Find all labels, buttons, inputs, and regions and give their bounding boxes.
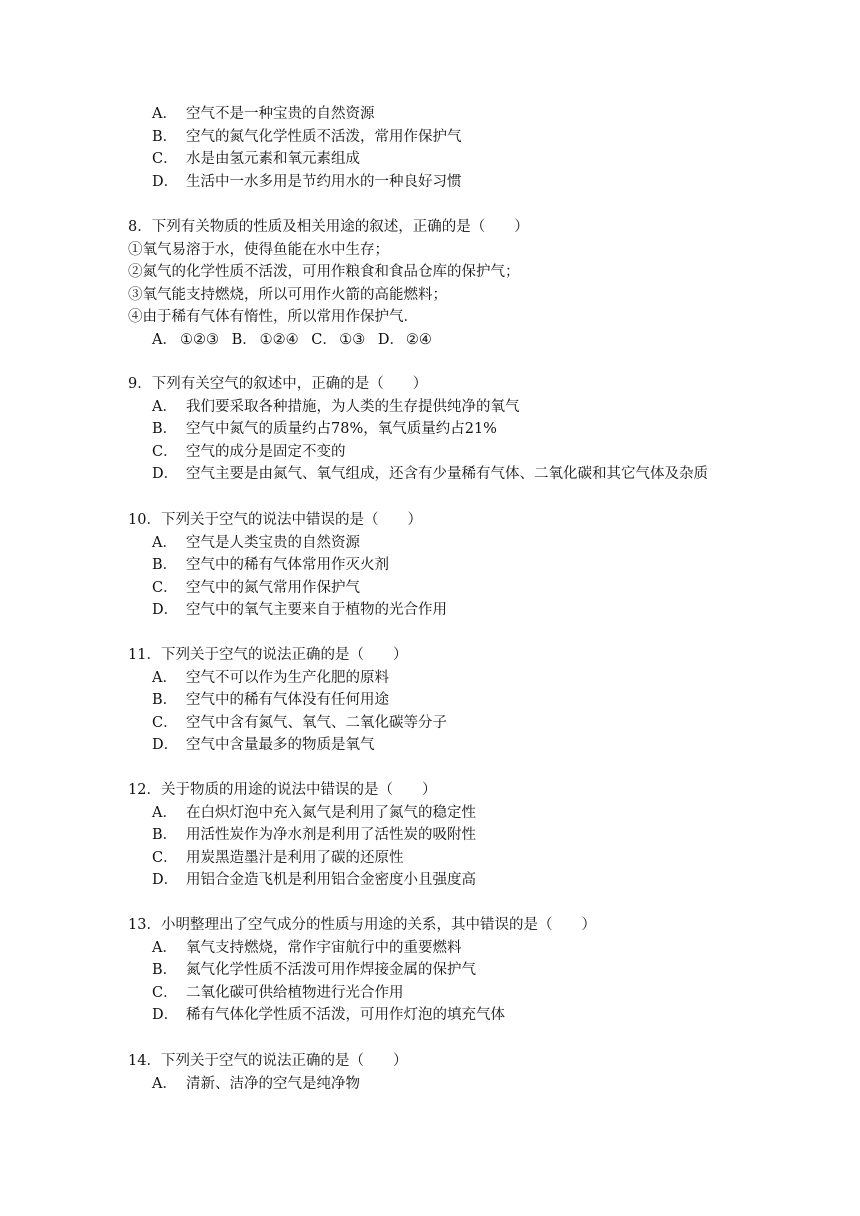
option-text: 在白炽灯泡中充入氮气是利用了氮气的稳定性 bbox=[186, 804, 476, 821]
question-stem bbox=[128, 1050, 828, 1073]
option-text: 用铝合金造飞机是利用铝合金密度小且强度高 bbox=[186, 872, 476, 889]
question-text: 关于物质的用途的说法中错误的是（ ） bbox=[160, 782, 437, 798]
option-letter: A． bbox=[152, 669, 177, 686]
question-text: 下列有关空气的叙述中，正确的是（ ） bbox=[151, 376, 428, 392]
option-letter: B． bbox=[152, 128, 178, 145]
option-b bbox=[152, 824, 828, 847]
question-stem bbox=[128, 509, 828, 532]
question-7-options bbox=[128, 103, 828, 193]
option-b bbox=[232, 329, 299, 352]
question-stem bbox=[128, 216, 828, 239]
option-d bbox=[152, 599, 828, 622]
question-number: 13． bbox=[128, 917, 161, 933]
question-stem bbox=[128, 373, 828, 396]
question-10 bbox=[128, 509, 828, 622]
question-8 bbox=[128, 216, 828, 352]
option-d bbox=[378, 329, 432, 352]
question-14 bbox=[128, 1050, 828, 1095]
option-text: 稀有气体化学性质不活泼，可用作灯泡的填充气体 bbox=[186, 1007, 505, 1024]
option-letter: A． bbox=[152, 106, 177, 122]
option-a bbox=[152, 396, 828, 419]
question-text: 下列关于空气的说法中错误的是（ ） bbox=[160, 512, 422, 528]
option-text: 空气的氮气化学性质不活泼，常用作保护气 bbox=[186, 128, 462, 145]
option-text: ②④ bbox=[405, 331, 432, 348]
option-a bbox=[152, 103, 828, 126]
option-text: 空气的成分是固定不变的 bbox=[186, 443, 346, 460]
option-letter: B． bbox=[152, 827, 178, 844]
option-letter: D． bbox=[152, 173, 179, 190]
question-text: 下列关于空气的说法正确的是（ ） bbox=[160, 1053, 408, 1069]
option-text: ①②④ bbox=[259, 331, 299, 348]
option-a bbox=[152, 937, 828, 960]
option-b bbox=[152, 689, 828, 712]
option-text: 清新、洁净的空气是纯净物 bbox=[186, 1075, 360, 1092]
option-a bbox=[152, 667, 828, 690]
option-letter: C． bbox=[152, 714, 178, 731]
option-letter: C． bbox=[152, 443, 178, 460]
option-text: 空气不可以作为生产化肥的原料 bbox=[186, 669, 389, 686]
option-c bbox=[152, 712, 828, 735]
option-letter: A． bbox=[152, 804, 177, 821]
option-d bbox=[152, 171, 828, 194]
option-text: 空气中的氧气主要来自于植物的光合作用 bbox=[186, 602, 447, 619]
option-a bbox=[152, 1073, 828, 1096]
option-c bbox=[152, 577, 828, 600]
option-letter: A． bbox=[152, 939, 177, 956]
option-text: ①③ bbox=[339, 331, 366, 348]
option-text: 空气中的稀有气体没有任何用途 bbox=[186, 692, 389, 709]
statement: ③氧气能支持燃烧，所以可用作火箭的高能燃料； bbox=[128, 286, 447, 303]
option-c bbox=[152, 847, 828, 870]
option-d bbox=[152, 734, 828, 757]
option-letter: B． bbox=[152, 557, 178, 574]
option-letter: B． bbox=[152, 692, 178, 709]
statement: ④由于稀有气体有惰性，所以常用作保护气． bbox=[128, 309, 418, 326]
option-text: 空气是人类宝贵的自然资源 bbox=[186, 534, 360, 551]
question-number: 10． bbox=[128, 512, 161, 528]
question-number: 9． bbox=[128, 376, 152, 392]
option-letter: A． bbox=[152, 331, 177, 348]
option-letter: A． bbox=[152, 398, 177, 415]
option-letter: D． bbox=[152, 737, 179, 754]
option-text: 生活中一水多用是节约用水的一种良好习惯 bbox=[186, 173, 462, 190]
option-c bbox=[152, 441, 828, 464]
option-letter: D． bbox=[152, 872, 179, 889]
option-letter: D． bbox=[152, 1007, 179, 1024]
option-letter: D． bbox=[377, 331, 404, 348]
statement: ①氧气易溶于水，使得鱼能在水中生存； bbox=[128, 241, 389, 258]
question-stem bbox=[128, 644, 828, 667]
question-12 bbox=[128, 779, 828, 892]
option-text: 氧气支持燃烧，常作宇宙航行中的重要燃料 bbox=[186, 939, 462, 956]
inline-options bbox=[152, 329, 828, 352]
option-letter: A． bbox=[152, 534, 177, 551]
option-text: 水是由氢元素和氧元素组成 bbox=[186, 151, 360, 168]
question-11 bbox=[128, 644, 828, 757]
option-c bbox=[152, 982, 828, 1005]
option-c bbox=[152, 148, 828, 171]
option-text: 空气主要是由氮气、氧气组成，还含有少量稀有气体、二氧化碳和其它气体及杂质 bbox=[186, 466, 708, 483]
option-text: 氮气化学性质不活泼可用作焊接金属的保护气 bbox=[186, 962, 476, 979]
option-b bbox=[152, 554, 828, 577]
option-text: 空气中含有氮气、氧气、二氧化碳等分子 bbox=[186, 714, 447, 731]
option-letter: C． bbox=[152, 849, 178, 866]
question-stem bbox=[128, 914, 828, 937]
option-a bbox=[152, 532, 828, 555]
option-a bbox=[152, 802, 828, 825]
option-letter: C． bbox=[311, 331, 337, 348]
question-stem bbox=[128, 779, 828, 802]
question-text: 下列关于空气的说法正确的是（ ） bbox=[160, 647, 408, 663]
option-letter: D． bbox=[152, 602, 179, 619]
option-letter: B． bbox=[152, 962, 178, 979]
question-text: 小明整理出了空气成分的性质与用途的关系，其中错误的是（ ） bbox=[160, 917, 596, 933]
option-text: 二氧化碳可供给植物进行光合作用 bbox=[186, 984, 404, 1001]
option-b bbox=[152, 418, 828, 441]
option-text: 我们要采取各种措施，为人类的生存提供纯净的氧气 bbox=[186, 398, 520, 415]
option-letter: C． bbox=[152, 151, 178, 168]
option-text: ①②③ bbox=[180, 331, 219, 348]
option-letter: C． bbox=[152, 579, 178, 596]
question-text: 下列有关物质的性质及相关用途的叙述，正确的是（ ） bbox=[151, 219, 529, 235]
statement: ②氮气的化学性质不活泼，可用作粮食和食品仓库的保护气； bbox=[128, 264, 520, 281]
question-number: 11． bbox=[128, 647, 161, 663]
question-13 bbox=[128, 914, 828, 1027]
option-text: 空气不是一种宝贵的自然资源 bbox=[186, 106, 375, 122]
option-a bbox=[152, 329, 219, 352]
option-b bbox=[152, 126, 828, 149]
option-text: 空气中的氮气常用作保护气 bbox=[186, 579, 360, 596]
question-number: 8． bbox=[128, 219, 152, 235]
option-d bbox=[152, 1004, 828, 1027]
option-letter: C． bbox=[152, 984, 178, 1001]
option-text: 用活性炭作为净水剂是利用了活性炭的吸附性 bbox=[186, 827, 476, 844]
question-9 bbox=[128, 373, 828, 486]
option-letter: B． bbox=[152, 421, 178, 438]
question-number: 12． bbox=[128, 782, 161, 798]
option-text: 用炭黑造墨汁是利用了碳的还原性 bbox=[186, 849, 404, 866]
option-b bbox=[152, 959, 828, 982]
option-d bbox=[152, 869, 828, 892]
option-text: 空气中的稀有气体常用作灭火剂 bbox=[186, 557, 389, 574]
option-letter: B． bbox=[231, 331, 257, 348]
option-letter: A． bbox=[152, 1075, 177, 1092]
option-text: 空气中含量最多的物质是氧气 bbox=[186, 737, 375, 754]
option-letter: D． bbox=[152, 466, 179, 483]
option-d bbox=[152, 463, 828, 486]
option-c bbox=[311, 329, 365, 352]
question-number: 14． bbox=[128, 1053, 161, 1069]
option-text: 空气中氮气的质量约占78%，氧气质量约占21% bbox=[186, 421, 497, 438]
